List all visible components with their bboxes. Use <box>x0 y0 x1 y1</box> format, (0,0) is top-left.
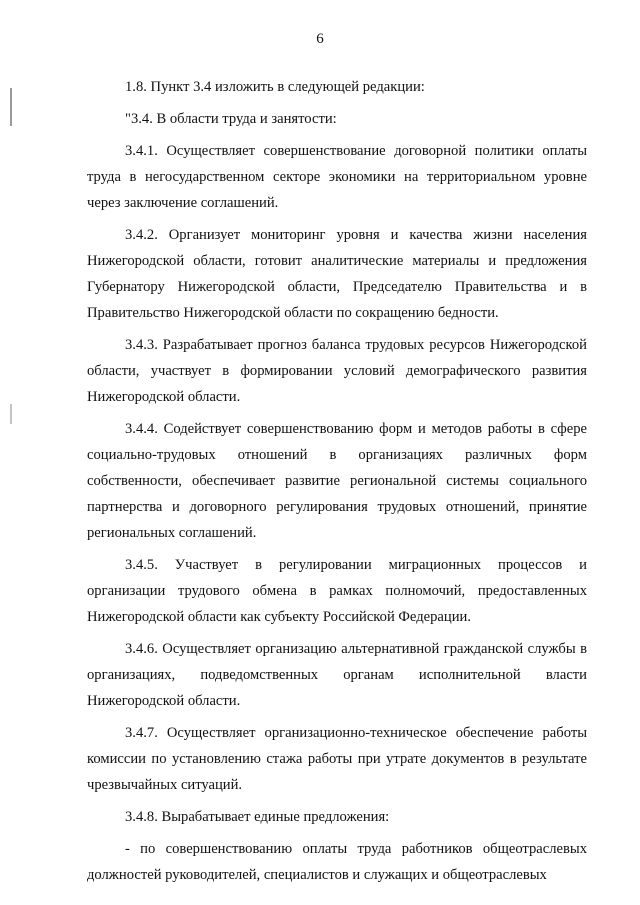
paragraph-3-4-2: 3.4.2. Организует мониторинг уровня и качества жизни населения Нижегородской области, готовит аналитические материалы и предложения Губернатору Нижегородской области, Председателю Правительства и в Правительство Нижегородской области по сокращению бедности. <box>87 227 587 321</box>
paragraph-3-4-7: 3.4.7. Осуществляет организационно-техническое обеспечение работы комиссии по установлению стажа работы при утрате документов в результате чрезвычайных ситуаций. <box>87 725 587 793</box>
paragraph-3-4-1: 3.4.1. Осуществляет совершенствование договорной политики оплаты труда в негосударственном секторе экономики на территориальном уровне через заключение соглашений. <box>87 143 587 211</box>
paragraph-1-8: 1.8. Пункт 3.4 изложить в следующей редакции: <box>125 79 425 95</box>
paragraph-3-4-5: 3.4.5. Участвует в регулировании миграционных процессов и организации трудового обмена в рамках полномочий, предоставленных Нижегородской области как субъекту Российской Федерации. <box>87 557 587 625</box>
scan-edge-mark <box>10 88 12 126</box>
document-body <box>87 74 587 894</box>
paragraph-3-4-4: 3.4.4. Содействует совершенствованию форм и методов работы в сфере социально-трудовых отношений в организациях различных форм собственности, обеспечивает развитие региональной системы социального партнерства и договорного регулирования трудовых отношений, принятие региональных соглашений. <box>87 421 587 541</box>
paragraph-3-4-8: 3.4.8. Вырабатывает единые предложения: <box>125 809 390 825</box>
scan-edge-mark-lower <box>10 404 12 424</box>
paragraph-list-item: - по совершенствованию оплаты труда работников общеотраслевых должностей руководителей, специалистов и служащих и общеотраслевых <box>87 841 587 883</box>
page-number: 6 <box>316 31 324 47</box>
paragraph-3-4-6: 3.4.6. Осуществляет организацию альтернативной гражданской службы в организациях, подведомственных органам исполнительной власти Нижегородской области. <box>87 641 587 709</box>
paragraph-3-4: "3.4. В области труда и занятости: <box>125 111 337 127</box>
paragraph-3-4-3: 3.4.3. Разрабатывает прогноз баланса трудовых ресурсов Нижегородской области, участвует в формировании условий демографического развития Нижегородской области. <box>87 337 587 405</box>
